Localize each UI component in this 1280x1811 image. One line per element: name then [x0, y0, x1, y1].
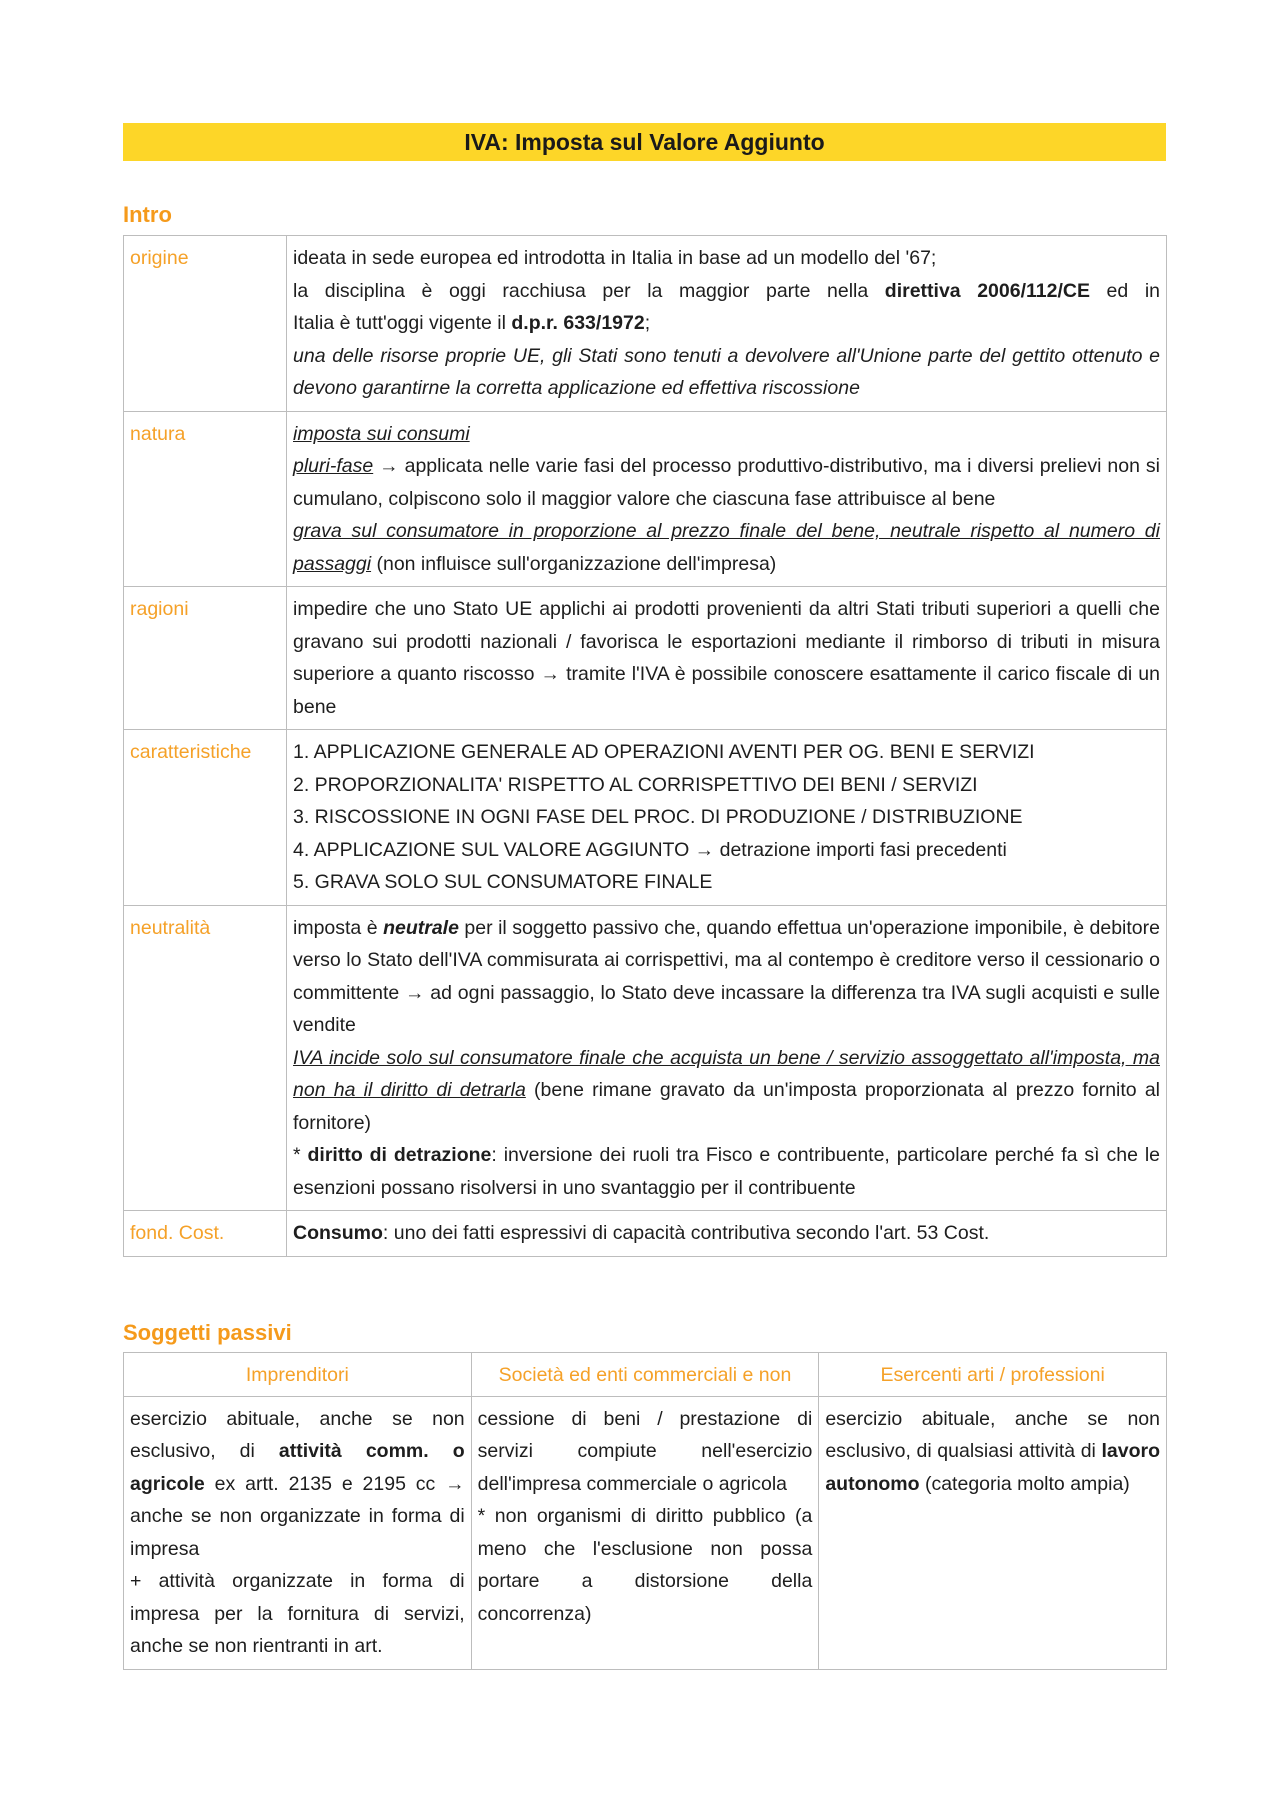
list-item: 2. PROPORZIONALITA' RISPETTO AL CORRISPETTIVO DEI BENI / SERVIZI — [293, 773, 978, 796]
table-header-row — [124, 1353, 1167, 1397]
intro-table — [123, 235, 1167, 1257]
row-label-ragioni: ragioni — [124, 587, 287, 730]
neutralita-emphasis: IVA incide solo sul consumatore finale che acquista un bene / servizio assoggettato all'imposta, ma non ha il diritto di detrarla — [293, 1046, 1160, 1101]
societa-paragraph-2: * non organismi di diritto pubblico (a meno che l'esclusione non possa portare a distorsione della concorrenza) — [477, 1505, 813, 1625]
soggetti-table — [123, 1352, 1167, 1670]
list-item: 5. GRAVA SOLO SUL CONSUMATORE FINALE — [293, 871, 713, 893]
natura-line-3 — [293, 515, 1160, 580]
origine-text: ed in — [1089, 279, 1161, 302]
table-row — [124, 730, 1167, 906]
imprenditori-text: esercizio abituale, anche se non esclusivo, di — [130, 1407, 465, 1462]
lavoro-autonomo-term: lavoro autonomo — [825, 1440, 1160, 1495]
table-row — [124, 1211, 1167, 1257]
row-label-origine: origine — [124, 236, 287, 412]
row-content-origine — [287, 236, 1167, 412]
row-content-ragioni: impedire che uno Stato UE applichi ai prodotti provenienti da altri Stati tributi superiori a quelli che gravano sui prodotti nazionali / favorisca le esportazioni mediante il rimborso di tributi in misura superiore a quanto riscosso → tramite l'IVA è possibile conoscere esattamente il carico fiscale di un bene — [287, 587, 1167, 730]
soggetti-heading: Soggetti passivi — [123, 1320, 292, 1345]
row-label-natura: natura — [124, 411, 287, 587]
table-row — [124, 587, 1167, 730]
natura-line-1: imposta sui consumi — [293, 422, 470, 445]
natura-text: (non influisce sull'organizzazione dell'impresa) — [371, 552, 777, 575]
natura-emphasis: grava sul consumatore in proporzione al prezzo finale del bene, neutrale rispetto al numero di passaggi — [293, 520, 1160, 575]
list-item: 3. RISCOSSIONE IN OGNI FASE DEL PROC. DI PRODUZIONE / DISTRIBUZIONE — [293, 806, 1023, 828]
origine-line-3 — [293, 307, 1160, 340]
natura-line-2 — [293, 450, 1160, 515]
cell-societa — [471, 1396, 819, 1669]
neutralita-text: imposta è — [293, 916, 384, 939]
neutralita-paragraph-1 — [293, 912, 1160, 1042]
origine-text: Italia è tutt'oggi vigente il — [293, 312, 512, 334]
origine-line-1: ideata in sede europea ed introdotta in Italia in base ad un modello del '67; — [293, 247, 937, 269]
origine-line-2 — [293, 275, 1160, 308]
attivita-term: attività comm. o agricole — [130, 1440, 465, 1495]
neutrale-term: neutrale — [383, 916, 459, 939]
consumo-term: Consumo — [293, 1222, 383, 1244]
neutralita-text: * — [293, 1144, 308, 1166]
table-row — [124, 236, 1167, 412]
neutralita-text: (bene rimane gravato da un'imposta proporzionata al prezzo fornito al fornitore) — [293, 1079, 1160, 1134]
neutralita-paragraph-3 — [293, 1139, 1160, 1204]
esercenti-text: (categoria molto ampia) — [919, 1472, 1130, 1495]
column-header-esercenti: Esercenti arti / professioni — [819, 1353, 1167, 1397]
intro-heading: Intro — [123, 202, 172, 227]
imprenditori-paragraph-2: + attività organizzate in forma di impresa per la fornitura di servizi, anche se non rientranti in art. — [130, 1570, 465, 1657]
row-label-neutralita: neutralità — [124, 905, 287, 1211]
direttiva-ref: direttiva 2006/112/CE — [884, 279, 1090, 302]
row-content-fond-cost — [287, 1211, 1167, 1257]
page-title: IVA: Imposta sul Valore Aggiunto — [123, 123, 1166, 161]
row-content-natura — [287, 411, 1167, 587]
neutralita-text: : inversione dei ruoli tra Fisco e contribuente, particolare perché fa sì che le esenzioni possano risolversi in uno svantaggio per il contribuente — [293, 1144, 1160, 1199]
fond-text: : uno dei fatti espressivi di capacità contributiva secondo l'art. 53 Cost. — [382, 1222, 990, 1244]
origine-text: ; — [644, 312, 651, 334]
row-content-caratteristiche — [287, 730, 1167, 906]
table-row — [124, 411, 1167, 587]
column-header-imprenditori: Imprenditori — [124, 1353, 472, 1397]
pluri-fase-term: pluri-fase — [293, 455, 374, 477]
imprenditori-paragraph-1 — [130, 1403, 465, 1566]
list-item: 1. APPLICAZIONE GENERALE AD OPERAZIONI AVENTI PER OG. BENI E SERVIZI — [293, 741, 1035, 763]
natura-text: → applicata nelle varie fasi del processo produttivo-distributivo, ma i diversi prelievi non si cumulano, colpiscono solo il maggior valore che ciascuna fase attribuisce al bene — [293, 455, 1160, 510]
esercenti-text: esercizio abituale, anche se non esclusivo, di qualsiasi attività di — [825, 1407, 1160, 1462]
imprenditori-text: ex artt. 2135 e 2195 cc → anche se non organizzate in forma di impresa — [130, 1472, 465, 1560]
row-label-fond-cost: fond. Cost. — [124, 1211, 287, 1257]
origine-line-4: una delle risorse proprie UE, gli Stati sono tenuti a devolvere all'Unione parte del gettito ottenuto e devono garantirne la corretta applicazione ed effettiva riscossione — [293, 344, 1160, 399]
origine-text: la disciplina è oggi racchiusa per la maggior parte nella — [293, 279, 885, 302]
neutralita-text: per il soggetto passivo che, quando effettua un'operazione imponibile, è debitore verso lo Stato dell'IVA commisurata ai corrispettivi, ma al contempo è creditore verso il cessionario o committente → ad ogni passaggio, lo Stato deve incassare la differenza tra IVA sugli acquisti e sulle vendite — [293, 916, 1160, 1036]
dpr-ref: d.p.r. 633/1972 — [511, 312, 645, 334]
cell-imprenditori — [124, 1396, 472, 1669]
column-header-societa: Società ed enti commerciali e non — [471, 1353, 819, 1397]
row-content-neutralita — [287, 905, 1167, 1211]
table-row — [124, 905, 1167, 1211]
cell-esercenti — [819, 1396, 1167, 1669]
list-item: 4. APPLICAZIONE SUL VALORE AGGIUNTO → detrazione importi fasi precedenti — [293, 838, 1007, 861]
row-label-caratteristiche: caratteristiche — [124, 730, 287, 906]
detrazione-term: diritto di detrazione — [307, 1144, 492, 1166]
neutralita-paragraph-2 — [293, 1042, 1160, 1140]
table-row — [124, 1396, 1167, 1669]
esercenti-paragraph-1 — [825, 1403, 1160, 1501]
societa-paragraph-1: cessione di beni / prestazione di servizi compiute nell'esercizio dell'impresa commerciale o agricola — [477, 1407, 813, 1495]
